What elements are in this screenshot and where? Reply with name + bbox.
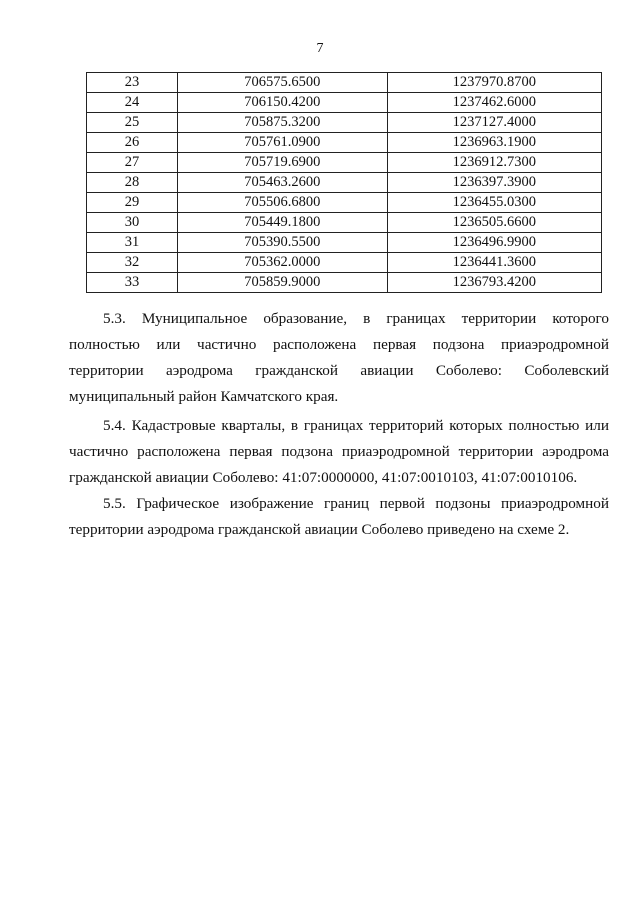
y-coordinate-cell: 1237970.8700 bbox=[387, 73, 601, 93]
point-number-cell: 31 bbox=[87, 233, 178, 253]
table-row bbox=[87, 213, 602, 233]
table-row bbox=[87, 253, 602, 273]
x-coordinate-cell: 705463.2600 bbox=[178, 173, 387, 193]
table-row bbox=[87, 73, 602, 93]
x-coordinate-cell: 705859.9000 bbox=[178, 273, 387, 293]
y-coordinate-cell: 1236793.4200 bbox=[387, 273, 601, 293]
point-number-cell: 26 bbox=[87, 133, 178, 153]
x-coordinate-cell: 705506.6800 bbox=[178, 193, 387, 213]
x-coordinate-cell: 706150.4200 bbox=[178, 93, 387, 113]
y-coordinate-cell: 1237462.6000 bbox=[387, 93, 601, 113]
paragraph-5-4 bbox=[69, 413, 609, 491]
point-number-cell: 32 bbox=[87, 253, 178, 273]
point-number-cell: 24 bbox=[87, 93, 178, 113]
point-number-cell: 28 bbox=[87, 173, 178, 193]
paragraph-5-3-text: 5.3. Муниципальное образование, в границах территории которого полностью или частично расположена первая подзона приаэродромной территории аэродрома гражданской авиации Соболево: Соболевский муниципальный район Камчатского края. bbox=[69, 310, 609, 405]
paragraph-5-5 bbox=[69, 491, 609, 543]
table-row bbox=[87, 273, 602, 293]
y-coordinate-cell: 1236441.3600 bbox=[387, 253, 601, 273]
x-coordinate-cell: 705390.5500 bbox=[178, 233, 387, 253]
x-coordinate-cell: 705719.6900 bbox=[178, 153, 387, 173]
table-row bbox=[87, 193, 602, 213]
point-number-cell: 29 bbox=[87, 193, 178, 213]
table-row bbox=[87, 93, 602, 113]
x-coordinate-cell: 705362.0000 bbox=[178, 253, 387, 273]
y-coordinate-cell: 1236963.1900 bbox=[387, 133, 601, 153]
paragraph-5-3 bbox=[69, 306, 609, 410]
y-coordinate-cell: 1236912.7300 bbox=[387, 153, 601, 173]
y-coordinate-cell: 1236455.0300 bbox=[387, 193, 601, 213]
page-number: 7 bbox=[316, 41, 324, 56]
y-coordinate-cell: 1236397.3900 bbox=[387, 173, 601, 193]
x-coordinate-cell: 705875.3200 bbox=[178, 113, 387, 133]
paragraph-5-5-text: 5.5. Графическое изображение границ первой подзоны приаэродромной территории аэродрома гражданской авиации Соболево приведено на схеме 2. bbox=[69, 495, 609, 538]
table-row bbox=[87, 133, 602, 153]
point-number-cell: 23 bbox=[87, 73, 178, 93]
y-coordinate-cell: 1236496.9900 bbox=[387, 233, 601, 253]
x-coordinate-cell: 706575.6500 bbox=[178, 73, 387, 93]
point-number-cell: 30 bbox=[87, 213, 178, 233]
point-number-cell: 27 bbox=[87, 153, 178, 173]
x-coordinate-cell: 705449.1800 bbox=[178, 213, 387, 233]
x-coordinate-cell: 705761.0900 bbox=[178, 133, 387, 153]
y-coordinate-cell: 1237127.4000 bbox=[387, 113, 601, 133]
table-row bbox=[87, 233, 602, 253]
table-row bbox=[87, 173, 602, 193]
point-number-cell: 33 bbox=[87, 273, 178, 293]
point-number-cell: 25 bbox=[87, 113, 178, 133]
coordinates-table bbox=[86, 72, 602, 293]
coordinates-table-body bbox=[87, 73, 602, 293]
paragraph-5-4-text: 5.4. Кадастровые кварталы, в границах территорий которых полностью или частично расположена первая подзона приаэродромной территории аэродрома гражданской авиации Соболево: 41:07:0000000, 41:07:0010103, 41:07:0010106. bbox=[69, 417, 609, 486]
y-coordinate-cell: 1236505.6600 bbox=[387, 213, 601, 233]
table-row bbox=[87, 113, 602, 133]
table-row bbox=[87, 153, 602, 173]
